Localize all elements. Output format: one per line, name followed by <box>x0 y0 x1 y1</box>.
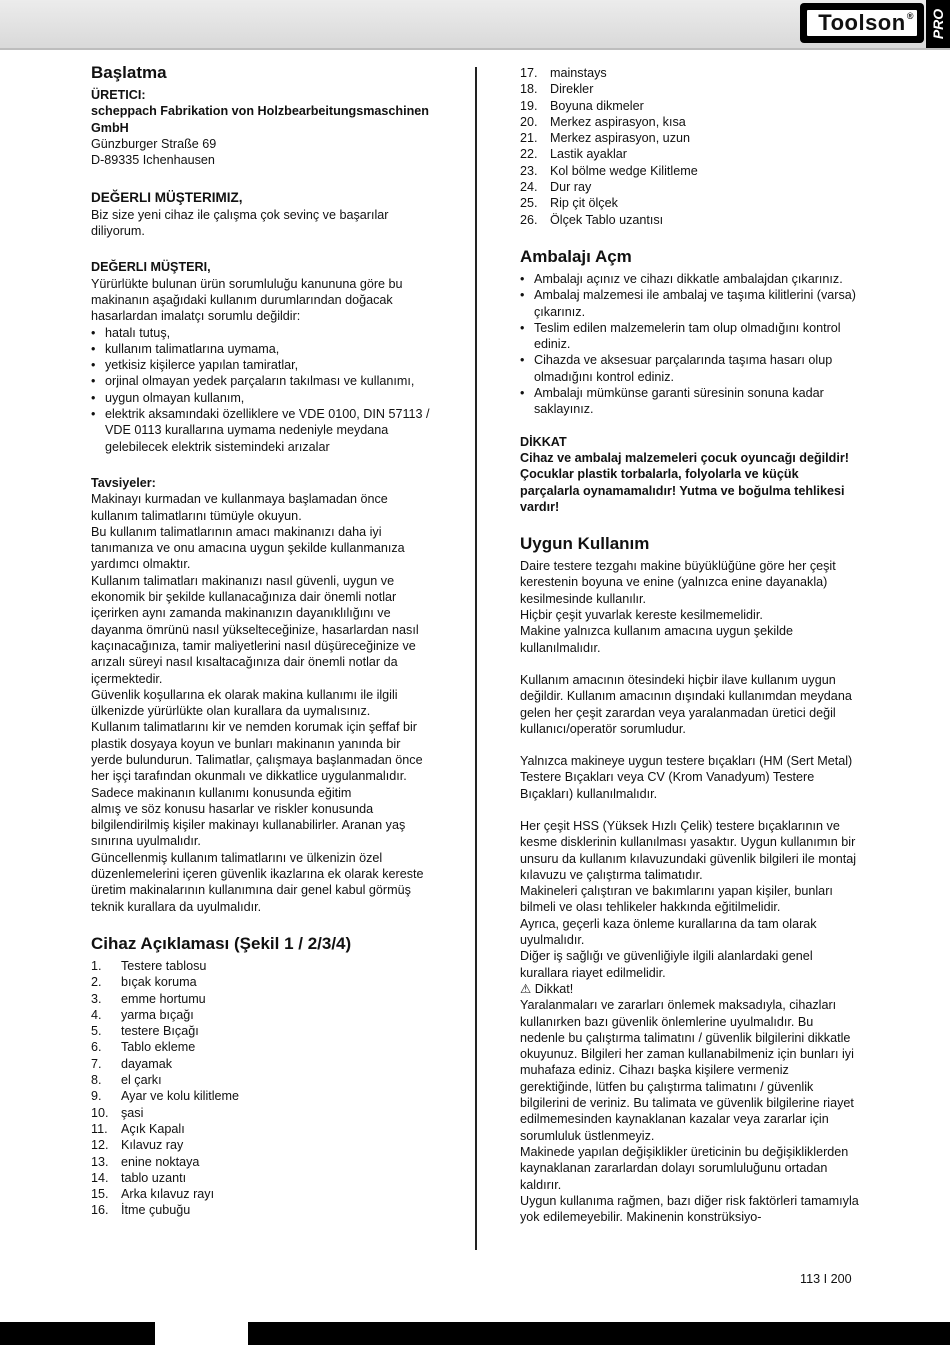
list-item: 18. Direkler <box>520 82 594 97</box>
list-item: 5. testere Bıçağı <box>91 1024 199 1039</box>
use-paragraph: Daire testere tezgahı makine büyüklüğüne göre her çeşit kerestenin boyuna ve enine (yalnızca enine dayanakla) kesilmesinde kullanılır. <box>520 559 836 606</box>
customer-text: Biz size yeni cihaz ile çalışma çok sevinç ve başarılar diliyorum. <box>91 207 389 239</box>
parts-list-2 <box>520 65 860 228</box>
unpack-list <box>520 271 860 418</box>
list-item: • Cihazda ve aksesuar parçalarında taşıma hasarı olup olmadığını kontrol ediniz. <box>520 352 860 385</box>
tips-paragraph: Güncellenmiş kullanım talimatlarını ve ülkenizin özel düzenlemelerini içeren güvenlik ikazlarına ek olarak kereste üretim makinalarının kullanımına dair genel kabul görmüş teknik kurallara da uyulmalıdır. <box>91 850 424 914</box>
use-paragraph: Yaralanmaları ve zararları önlemek maksadıyla, cihazları kullanırken bazı güvenlik önlemlerine uyulmalıdır. Bu nedenle bu çalıştırma talimatını / güvenlik bilgilerini dikkatle okuyunuz. Bilgileri her zaman kullanabilmeniz için bunları iyi muhafaza ediniz. Cihazı başka kişilere vermeniz gerektiğinde, lütfen bu çalıştırma talimatını / güvenlik bilgilerini de veriniz. Bu talimata ve güvenlik bilgilerine riayet edilmemesinden kaynaklanan kazalar veya zararlar için sorumluluk üstlenmeyiz. <box>520 998 854 1143</box>
brand-name: Toolson <box>818 10 906 35</box>
page-number: 113 I 200 <box>800 1272 852 1286</box>
registered-mark: ® <box>906 11 914 21</box>
start-title: Başlatma <box>91 63 167 82</box>
list-item: 24. Dur ray <box>520 180 592 195</box>
use-paragraph: Uygun kullanıma rağmen, bazı diğer risk faktörleri tamamıyla yok edilemeyebilir. Makinenin konstrüksiyo- <box>520 1193 859 1225</box>
list-item: 12. Kılavuz ray <box>91 1138 184 1153</box>
list-item: 4. yarma bıçağı <box>91 1007 194 1022</box>
list-item: • hatalı tutuş, <box>91 325 431 341</box>
address-line-1: Günzburger Straße 69 <box>91 136 217 151</box>
page-header <box>0 0 950 50</box>
manufacturer-label: ÜRETICI: <box>91 88 146 102</box>
unpack-title: Ambalajı Açm <box>520 246 632 266</box>
list-item: 16. İtme çubuğu <box>91 1203 191 1218</box>
list-item: • Ambalaj malzemesi ile ambalaj ve taşıma kilitlerini (varsa) çıkarınız. <box>520 287 860 320</box>
list-item: • orjinal olmayan yedek parçaların takılması ve kullanımı, <box>91 373 431 389</box>
list-item: 8. el çarkı <box>91 1073 162 1088</box>
list-item: • Teslim edilen malzemelerin tam olup olmadığını kontrol ediniz. <box>520 320 860 353</box>
liability-text: Yürürlükte bulunan ürün sorumluluğu kanununa göre bu makinanın aşağıdaki kullanım durumlarından doğacak hasarlardan imalatçı sorumlu değildir: <box>91 276 403 324</box>
list-item: 21. Merkez aspirasyon, uzun <box>520 131 690 146</box>
parts-list-1 <box>91 958 431 1219</box>
footer-gap <box>155 1322 248 1345</box>
tips-paragraph: Bu kullanım talimatlarının amacı makinanızı daha iyi tanımanıza ve onu amacına uygun şekilde kullanmanıza yardımcı olmaktır. <box>91 524 405 572</box>
right-column <box>520 65 860 1225</box>
tips-paragraph: Güvenlik koşullarına ek olarak makina kullanımı ile ilgili ülkenizde yürürlükte olan kurallara da uymalısınız. <box>91 687 398 719</box>
customer2-title: DEĞERLI MÜŞTERI, <box>91 260 211 275</box>
list-item: 13. enine noktaya <box>91 1154 200 1169</box>
list-item: 23. Kol bölme wedge Kilitleme <box>520 163 698 178</box>
customer-title: DEĞERLI MÜŞTERIMIZ, <box>91 190 243 206</box>
attention-note: ⚠ Dikkat! <box>520 981 574 996</box>
list-item: 17. mainstays <box>520 66 607 80</box>
list-item: 3. emme hortumu <box>91 991 206 1006</box>
list-item: 11. Açık Kapalı <box>91 1121 185 1136</box>
list-item: 6. Tablo ekleme <box>91 1040 196 1055</box>
caution-text: Cihaz ve ambalaj malzemeleri çocuk oyuncağı değildir! Çocuklar plastik torbalarla, folyolarla ve küçük parçalarla oynamamalıdır! Yutma ve boğulma tehlikesi vardır! <box>520 450 849 514</box>
footer-bar <box>0 1322 950 1345</box>
list-item: • yetkisiz kişilerce yapılan tamiratlar, <box>91 357 431 373</box>
list-item: 7. dayamak <box>91 1056 173 1071</box>
list-item: 14. tablo uzantı <box>91 1170 187 1185</box>
use-paragraph: Ayrıca, geçerli kaza önleme kurallarına da tam olarak uyulmalıdır. <box>520 916 817 948</box>
use-paragraph: Hiçbir çeşit yuvarlak kereste kesilmemelidir. <box>520 608 763 623</box>
use-paragraph: Kullanım amacının ötesindeki hiçbir ilave kullanım uygun değildir. Kullanım amacının dışındaki kullanımdan meydana gelen her çeşit zarardan veya yaralanmadan üretici değil kullanıcı/operatör sorumludur. <box>520 672 852 736</box>
use-title: Uygun Kullanım <box>520 534 650 554</box>
tips-paragraph: Kullanım talimatları makinanızı nasıl güvenli, uygun ve ekonomik bir şekilde kullanacağınıza dair önemli notlar içerirken aynı zamanda makinanızın dayanıklılığını ve dayanma ömrünü nasıl yükselteceğinize, hasarlardan nasıl kaçınacağınıza, tamir maliyetlerini nasıl düşüreceğinize ve arızalı süreyi nasıl kısaltacağınıza dair önemli notlar da içermektedir. <box>91 573 419 686</box>
column-divider <box>475 67 477 1250</box>
tips-paragraph: Makinayı kurmadan ve kullanmaya başlamadan önce kullanım talimatlarını tümüyle okuyun. <box>91 492 388 523</box>
use-paragraph: Makineleri çalıştıran ve bakımlarını yapan kişiler, bunları bilmeli ve olası tehlikeler hakkında eğitilmelidir. <box>520 884 833 915</box>
tips-paragraph: almış ve söz konusu hasarlar ve riskler konusunda bilgilendirilmiş kişiler makinayı kullanabilirler. Aranan yaş sınırına uyulmalıdır. <box>91 801 406 849</box>
address-line-2: D-89335 Ichenhausen <box>91 153 215 168</box>
use-paragraph: Yalnızca makineye uygun testere bıçakları (HM (Sert Metal) Testere Bıçakları veya CV (Krom Vanadyum) Testere Bıçakları) kullanılmalıdır. <box>520 754 853 801</box>
list-item: 1. Testere tablosu <box>91 958 207 973</box>
list-item: • kullanım talimatlarına uymama, <box>91 341 431 357</box>
list-item: • elektrik aksamındaki özelliklere ve VDE 0100, DIN 57113 / VDE 0113 kurallarına uymama nedeniyle meydana gelebilecek elektrik sistemindeki arızalar <box>91 406 431 455</box>
list-item: 25. Rip çit ölçek <box>520 196 618 211</box>
brand-logo <box>800 3 924 43</box>
list-item: 15. Arka kılavuz rayı <box>91 1187 215 1202</box>
list-item: 2. bıçak koruma <box>91 975 197 990</box>
use-paragraph: Makine yalnızca kullanım amacına uygun şekilde kullanılmalıdır. <box>520 624 794 655</box>
left-column <box>91 62 431 1219</box>
list-item: • Ambalajı açınız ve cihazı dikkatle ambalajdan çıkarınız. <box>520 271 860 287</box>
list-item: • Ambalajı mümkünse garanti süresinin sonuna kadar saklayınız. <box>520 385 860 418</box>
liability-list <box>91 325 431 455</box>
tips-title: Tavsiyeler: <box>91 475 156 490</box>
description-title: Cihaz Açıklaması (Şekil 1 / 2/3/4) <box>91 933 352 953</box>
list-item: 20. Merkez aspirasyon, kısa <box>520 114 686 129</box>
list-item: 19. Boyuna dikmeler <box>520 98 644 113</box>
use-paragraph: Makinede yapılan değişiklikler üreticinin bu değişikliklerden kaynaklanan zararlardan dolayı sorumluluğunu ortadan kaldırır. <box>520 1144 849 1192</box>
list-item: • uygun olmayan kullanım, <box>91 390 431 406</box>
manufacturer-name: scheppach Fabrikation von Holzbearbeitungsmaschinen GmbH <box>91 104 430 135</box>
list-item: 9. Ayar ve kolu kilitleme <box>91 1089 240 1104</box>
tips-paragraph: Kullanım talimatlarını kir ve nemden korumak için şeffaf bir plastik dosyaya koyun ve bunları makinanın yanında bir yerde bulundurun. Talimatlar, çalışmaya başlanmadan önce her işçi tarafından okunmalı ve dikkatlice uygulanmalıdır. Sadece makinanın kullanımı konusunda eğitim <box>91 720 423 800</box>
list-item: 22. Lastik ayaklar <box>520 147 627 162</box>
pro-badge: PRO <box>926 0 950 48</box>
use-paragraph: Her çeşit HSS (Yüksek Hızlı Çelik) testere bıçaklarının ve kesme disklerinin kullanılması yasaktır. Uygun kullanımın bir unsuru da kullanım kılavuzundaki güvenlik bilgileri ile montaj kılavuzu ve çalıştırma talimatıdır. <box>520 818 857 882</box>
caution-label: DİKKAT <box>520 434 567 449</box>
list-item: 26. Ölçek Tablo uzantısı <box>520 212 664 227</box>
list-item: 10. şasi <box>91 1105 144 1120</box>
use-paragraph: Diğer iş sağlığı ve güvenliğiyle ilgili alanlardaki genel kurallara riayet edilmelidir. <box>520 949 813 980</box>
